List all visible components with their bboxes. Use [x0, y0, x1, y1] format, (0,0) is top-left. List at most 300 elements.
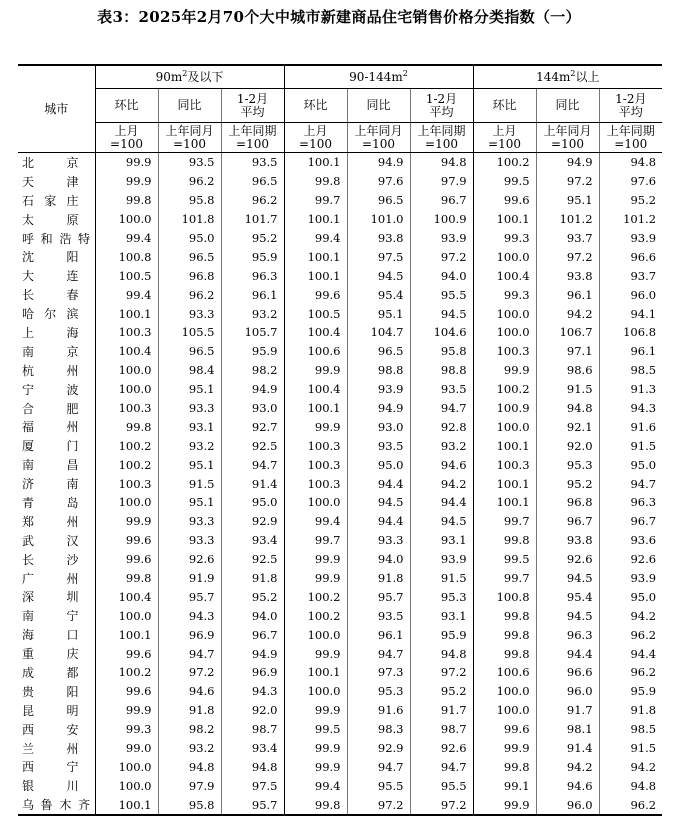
- index-value: 94.4: [347, 474, 410, 493]
- index-value: 100.1: [473, 474, 536, 493]
- city-name: 海口: [22, 628, 79, 643]
- index-value: 99.1: [473, 776, 536, 795]
- index-value: 100.0: [473, 682, 536, 701]
- index-value: 99.8: [473, 644, 536, 663]
- city-name: 深圳: [22, 590, 79, 605]
- index-value: 94.8: [410, 153, 473, 172]
- index-value: 100.2: [473, 153, 536, 172]
- index-value: 92.7: [221, 417, 284, 436]
- index-value: 100.1: [284, 266, 347, 285]
- index-value: 95.2: [221, 587, 284, 606]
- city-name: 呼和浩特: [22, 231, 91, 246]
- table-row: [18, 285, 662, 304]
- city-name: 北京: [22, 155, 79, 170]
- city-name: 济南: [22, 477, 79, 492]
- index-value: 97.9: [410, 172, 473, 191]
- index-value: 98.5: [599, 720, 662, 739]
- index-value: 100.4: [95, 587, 158, 606]
- index-value: 91.8: [221, 569, 284, 588]
- index-value: 99.9: [95, 153, 158, 172]
- index-value: 99.7: [284, 191, 347, 210]
- city-name: 兰州: [22, 741, 79, 756]
- index-value: 100.3: [95, 474, 158, 493]
- index-value: 96.2: [599, 625, 662, 644]
- index-value: 94.7: [158, 644, 221, 663]
- index-value: 91.7: [536, 701, 599, 720]
- index-value: 100.3: [95, 323, 158, 342]
- index-value: 95.4: [347, 285, 410, 304]
- index-value: 93.0: [221, 399, 284, 418]
- index-value: 99.8: [95, 191, 158, 210]
- index-value: 99.8: [95, 417, 158, 436]
- index-value: 104.7: [347, 323, 410, 342]
- table-row: [18, 153, 662, 172]
- index-value: 94.7: [410, 758, 473, 777]
- index-value: 96.0: [536, 795, 599, 815]
- index-value: 100.1: [284, 153, 347, 172]
- city-name: 贵阳: [22, 684, 79, 699]
- city-name: 宁波: [22, 382, 79, 397]
- index-value: 100.1: [284, 247, 347, 266]
- index-value: 106.7: [536, 323, 599, 342]
- index-value: 99.4: [284, 512, 347, 531]
- index-value: 93.9: [410, 229, 473, 248]
- index-value: 98.2: [158, 720, 221, 739]
- index-value: 100.3: [284, 455, 347, 474]
- index-value: 93.5: [347, 606, 410, 625]
- table-row: [18, 569, 662, 588]
- index-value: 95.1: [158, 493, 221, 512]
- metric-header: 1-2月 平均: [599, 89, 662, 123]
- index-value: 93.3: [347, 531, 410, 550]
- index-value: 99.9: [284, 417, 347, 436]
- index-value: 96.1: [347, 625, 410, 644]
- base-header: 上年同月 =100: [536, 123, 599, 153]
- index-value: 99.4: [284, 776, 347, 795]
- index-value: 93.2: [158, 436, 221, 455]
- city-name: 南京: [22, 344, 79, 359]
- index-value: 94.9: [347, 399, 410, 418]
- table-row: [18, 776, 662, 795]
- base-header: 上月 =100: [473, 123, 536, 153]
- index-value: 93.9: [599, 229, 662, 248]
- index-value: 95.5: [410, 776, 473, 795]
- index-value: 99.5: [473, 550, 536, 569]
- index-value: 95.3: [536, 455, 599, 474]
- index-value: 98.8: [347, 361, 410, 380]
- index-value: 99.8: [284, 795, 347, 815]
- index-value: 96.1: [536, 285, 599, 304]
- base-header: 上月 =100: [95, 123, 158, 153]
- index-value: 106.8: [599, 323, 662, 342]
- city-name: 南昌: [22, 458, 79, 473]
- index-value: 101.2: [599, 210, 662, 229]
- index-value: 93.2: [410, 436, 473, 455]
- index-value: 94.8: [599, 776, 662, 795]
- index-value: 100.0: [284, 625, 347, 644]
- index-value: 100.3: [284, 474, 347, 493]
- index-value: 95.2: [410, 682, 473, 701]
- index-value: 99.8: [95, 569, 158, 588]
- index-value: 99.9: [473, 795, 536, 815]
- index-value: 93.7: [599, 266, 662, 285]
- index-value: 93.3: [158, 512, 221, 531]
- city-name: 南宁: [22, 609, 79, 624]
- index-value: 100.9: [410, 210, 473, 229]
- index-value: 94.9: [347, 153, 410, 172]
- table-row: [18, 701, 662, 720]
- index-value: 96.2: [599, 663, 662, 682]
- index-value: 95.7: [158, 587, 221, 606]
- index-value: 99.6: [95, 550, 158, 569]
- city-name: 西宁: [22, 760, 79, 775]
- index-value: 91.5: [599, 436, 662, 455]
- index-value: 98.4: [158, 361, 221, 380]
- page-title: 表3：2025年2月70个大中城市新建商品住宅销售价格分类指数（一）: [97, 8, 581, 26]
- index-value: 95.9: [221, 342, 284, 361]
- index-value: 100.2: [95, 455, 158, 474]
- city-name: 大连: [22, 269, 79, 284]
- index-value: 100.1: [284, 663, 347, 682]
- city-name: 石家庄: [22, 193, 79, 208]
- index-value: 100.1: [473, 493, 536, 512]
- city-name: 乌鲁木齐: [18, 795, 95, 815]
- index-value: 91.5: [536, 380, 599, 399]
- city-name: 成都: [22, 665, 79, 680]
- index-value: 100.0: [284, 493, 347, 512]
- index-value: 105.5: [158, 323, 221, 342]
- index-value: 100.0: [473, 247, 536, 266]
- index-value: 99.4: [95, 229, 158, 248]
- index-value: 94.7: [410, 399, 473, 418]
- price-index-table: [18, 64, 662, 816]
- index-value: 96.3: [599, 493, 662, 512]
- index-value: 101.7: [221, 210, 284, 229]
- index-value: 100.0: [473, 304, 536, 323]
- index-value: 96.3: [536, 625, 599, 644]
- index-value: 95.9: [599, 682, 662, 701]
- index-value: 93.3: [158, 399, 221, 418]
- city-name: 哈尔滨: [22, 307, 79, 322]
- index-value: 96.2: [158, 172, 221, 191]
- index-value: 99.3: [95, 720, 158, 739]
- index-value: 97.2: [536, 172, 599, 191]
- index-value: 96.5: [347, 191, 410, 210]
- index-value: 96.0: [536, 682, 599, 701]
- index-value: 99.4: [95, 285, 158, 304]
- index-value: 95.2: [536, 474, 599, 493]
- index-value: 95.0: [221, 493, 284, 512]
- table-row: [18, 531, 662, 550]
- index-value: 93.8: [536, 531, 599, 550]
- index-value: 94.2: [410, 474, 473, 493]
- index-value: 97.2: [158, 663, 221, 682]
- city-name: 郑州: [22, 514, 79, 529]
- index-value: 92.6: [158, 550, 221, 569]
- index-value: 100.1: [284, 399, 347, 418]
- index-value: 100.0: [473, 323, 536, 342]
- city-name: 昆明: [22, 703, 79, 718]
- index-value: 100.6: [473, 663, 536, 682]
- index-value: 94.6: [158, 682, 221, 701]
- table-row: [18, 606, 662, 625]
- index-value: 91.3: [599, 380, 662, 399]
- index-value: 100.0: [95, 493, 158, 512]
- index-value: 100.4: [473, 266, 536, 285]
- index-value: 93.5: [347, 436, 410, 455]
- index-value: 96.7: [599, 512, 662, 531]
- index-value: 100.2: [284, 606, 347, 625]
- index-value: 97.2: [410, 247, 473, 266]
- index-value: 91.8: [347, 569, 410, 588]
- index-value: 99.9: [284, 550, 347, 569]
- index-value: 94.7: [221, 455, 284, 474]
- index-value: 96.5: [158, 247, 221, 266]
- metric-header: 环比: [95, 89, 158, 123]
- index-value: 92.6: [599, 550, 662, 569]
- index-value: 100.0: [95, 606, 158, 625]
- index-value: 92.8: [410, 417, 473, 436]
- index-value: 100.1: [95, 304, 158, 323]
- index-value: 94.4: [347, 512, 410, 531]
- index-value: 91.4: [221, 474, 284, 493]
- index-value: 94.3: [158, 606, 221, 625]
- index-value: 95.8: [158, 191, 221, 210]
- index-value: 91.8: [158, 701, 221, 720]
- index-value: 96.2: [158, 285, 221, 304]
- index-value: 105.7: [221, 323, 284, 342]
- index-value: 95.9: [221, 247, 284, 266]
- table-row: [18, 210, 662, 229]
- city-name: 福州: [22, 420, 79, 435]
- index-value: 93.3: [158, 531, 221, 550]
- index-value: 99.9: [284, 644, 347, 663]
- index-value: 99.9: [95, 701, 158, 720]
- index-value: 98.7: [410, 720, 473, 739]
- index-value: 100.2: [284, 587, 347, 606]
- index-value: 93.7: [536, 229, 599, 248]
- city-name: 西安: [22, 722, 79, 737]
- metric-header: 环比: [473, 89, 536, 123]
- index-value: 95.5: [410, 285, 473, 304]
- index-value: 91.8: [599, 701, 662, 720]
- index-value: 99.9: [95, 172, 158, 191]
- index-value: 99.6: [284, 285, 347, 304]
- table-row: [18, 587, 662, 606]
- index-value: 91.7: [410, 701, 473, 720]
- base-header: 上年同月 =100: [347, 123, 410, 153]
- index-value: 100.1: [95, 625, 158, 644]
- index-value: 99.9: [284, 739, 347, 758]
- index-value: 97.5: [347, 247, 410, 266]
- index-value: 99.6: [473, 191, 536, 210]
- index-value: 96.1: [599, 342, 662, 361]
- index-value: 91.5: [158, 474, 221, 493]
- index-value: 100.0: [95, 758, 158, 777]
- index-value: 94.5: [410, 512, 473, 531]
- table-row: [18, 625, 662, 644]
- index-value: 98.3: [347, 720, 410, 739]
- metric-header: 环比: [284, 89, 347, 123]
- index-value: 95.5: [347, 776, 410, 795]
- index-value: 99.9: [284, 361, 347, 380]
- index-value: 95.1: [536, 191, 599, 210]
- index-value: 99.8: [284, 172, 347, 191]
- index-value: 96.6: [599, 247, 662, 266]
- index-value: 94.0: [410, 266, 473, 285]
- index-value: 100.0: [95, 361, 158, 380]
- index-value: 101.8: [158, 210, 221, 229]
- group-header-144-above: $144m^2$以上: [473, 65, 662, 89]
- index-value: 94.5: [347, 266, 410, 285]
- index-value: 92.1: [536, 417, 599, 436]
- index-value: 100.4: [284, 323, 347, 342]
- index-value: 94.4: [410, 493, 473, 512]
- index-value: 100.2: [473, 380, 536, 399]
- index-value: 98.5: [599, 361, 662, 380]
- index-value: 96.8: [158, 266, 221, 285]
- index-value: 93.0: [347, 417, 410, 436]
- index-value: 93.2: [158, 739, 221, 758]
- index-value: 93.4: [221, 739, 284, 758]
- index-value: 97.2: [347, 795, 410, 815]
- index-value: 93.5: [221, 153, 284, 172]
- index-value: 91.4: [536, 739, 599, 758]
- table-row: [18, 720, 662, 739]
- table-row: [18, 417, 662, 436]
- index-value: 95.0: [599, 455, 662, 474]
- index-value: 100.0: [95, 380, 158, 399]
- index-value: 100.8: [473, 587, 536, 606]
- index-value: 93.6: [599, 531, 662, 550]
- index-value: 96.9: [221, 663, 284, 682]
- index-value: 98.6: [536, 361, 599, 380]
- index-value: 97.5: [221, 776, 284, 795]
- index-value: 93.9: [410, 550, 473, 569]
- table-row: [18, 474, 662, 493]
- index-value: 96.5: [158, 342, 221, 361]
- index-value: 99.7: [473, 512, 536, 531]
- index-value: 95.9: [410, 625, 473, 644]
- index-value: 99.9: [473, 739, 536, 758]
- table-row: [18, 172, 662, 191]
- table-row: [18, 323, 662, 342]
- index-value: 95.3: [347, 682, 410, 701]
- index-value: 100.4: [95, 342, 158, 361]
- index-value: 94.1: [599, 304, 662, 323]
- index-value: 96.2: [599, 795, 662, 815]
- index-value: 93.5: [410, 380, 473, 399]
- index-value: 99.6: [95, 644, 158, 663]
- index-value: 92.0: [221, 701, 284, 720]
- index-value: 93.1: [410, 531, 473, 550]
- city-name: 沈阳: [22, 250, 79, 265]
- index-value: 97.2: [410, 663, 473, 682]
- index-value: 97.2: [410, 795, 473, 815]
- index-value: 93.3: [158, 304, 221, 323]
- index-value: 94.2: [536, 304, 599, 323]
- index-value: 94.5: [410, 304, 473, 323]
- index-value: 98.7: [221, 720, 284, 739]
- index-value: 91.5: [599, 739, 662, 758]
- index-value: 94.4: [536, 644, 599, 663]
- index-value: 98.2: [221, 361, 284, 380]
- index-value: 100.1: [473, 436, 536, 455]
- index-value: 100.2: [95, 663, 158, 682]
- index-value: 93.9: [347, 380, 410, 399]
- index-value: 92.0: [536, 436, 599, 455]
- index-value: 99.0: [95, 739, 158, 758]
- metric-header: 同比: [536, 89, 599, 123]
- index-value: 94.8: [221, 758, 284, 777]
- index-value: 96.5: [347, 342, 410, 361]
- index-value: 96.3: [221, 266, 284, 285]
- index-value: 93.8: [347, 229, 410, 248]
- index-value: 93.2: [221, 304, 284, 323]
- index-value: 100.4: [284, 380, 347, 399]
- index-value: 100.8: [95, 247, 158, 266]
- index-value: 94.7: [599, 474, 662, 493]
- index-value: 92.6: [536, 550, 599, 569]
- index-value: 91.5: [410, 569, 473, 588]
- index-value: 95.7: [347, 587, 410, 606]
- index-value: 96.9: [158, 625, 221, 644]
- index-value: 93.5: [158, 153, 221, 172]
- index-value: 100.0: [473, 701, 536, 720]
- index-value: 94.0: [347, 550, 410, 569]
- index-value: 94.2: [536, 758, 599, 777]
- group-header-row: [18, 65, 662, 89]
- metric-header: 同比: [158, 89, 221, 123]
- index-value: 95.0: [347, 455, 410, 474]
- index-value: 94.5: [347, 493, 410, 512]
- index-value: 94.9: [536, 153, 599, 172]
- table-row: [18, 739, 662, 758]
- index-value: 93.8: [536, 266, 599, 285]
- index-value: 95.7: [221, 795, 284, 815]
- index-value: 99.8: [473, 606, 536, 625]
- index-value: 95.8: [410, 342, 473, 361]
- index-value: 92.9: [221, 512, 284, 531]
- index-value: 97.6: [347, 172, 410, 191]
- metric-header: 1-2月 平均: [410, 89, 473, 123]
- index-value: 95.8: [158, 795, 221, 815]
- city-name: 广州: [22, 571, 79, 586]
- index-value: 94.8: [410, 644, 473, 663]
- table-row: [18, 550, 662, 569]
- base-header: 上年同期 =100: [221, 123, 284, 153]
- index-value: 94.7: [347, 644, 410, 663]
- index-value: 97.1: [536, 342, 599, 361]
- index-value: 91.6: [599, 417, 662, 436]
- index-value: 100.9: [473, 399, 536, 418]
- index-value: 100.1: [284, 210, 347, 229]
- index-value: 104.6: [410, 323, 473, 342]
- metric-header: 1-2月 平均: [221, 89, 284, 123]
- index-value: 97.2: [536, 247, 599, 266]
- index-value: 100.2: [95, 436, 158, 455]
- index-value: 99.7: [473, 569, 536, 588]
- index-value: 93.4: [221, 531, 284, 550]
- index-value: 95.2: [221, 229, 284, 248]
- index-value: 99.9: [473, 361, 536, 380]
- city-name: 重庆: [22, 647, 79, 662]
- table-row: [18, 304, 662, 323]
- index-value: 99.9: [284, 758, 347, 777]
- table-row: [18, 455, 662, 474]
- index-value: 94.3: [221, 682, 284, 701]
- table-row: [18, 663, 662, 682]
